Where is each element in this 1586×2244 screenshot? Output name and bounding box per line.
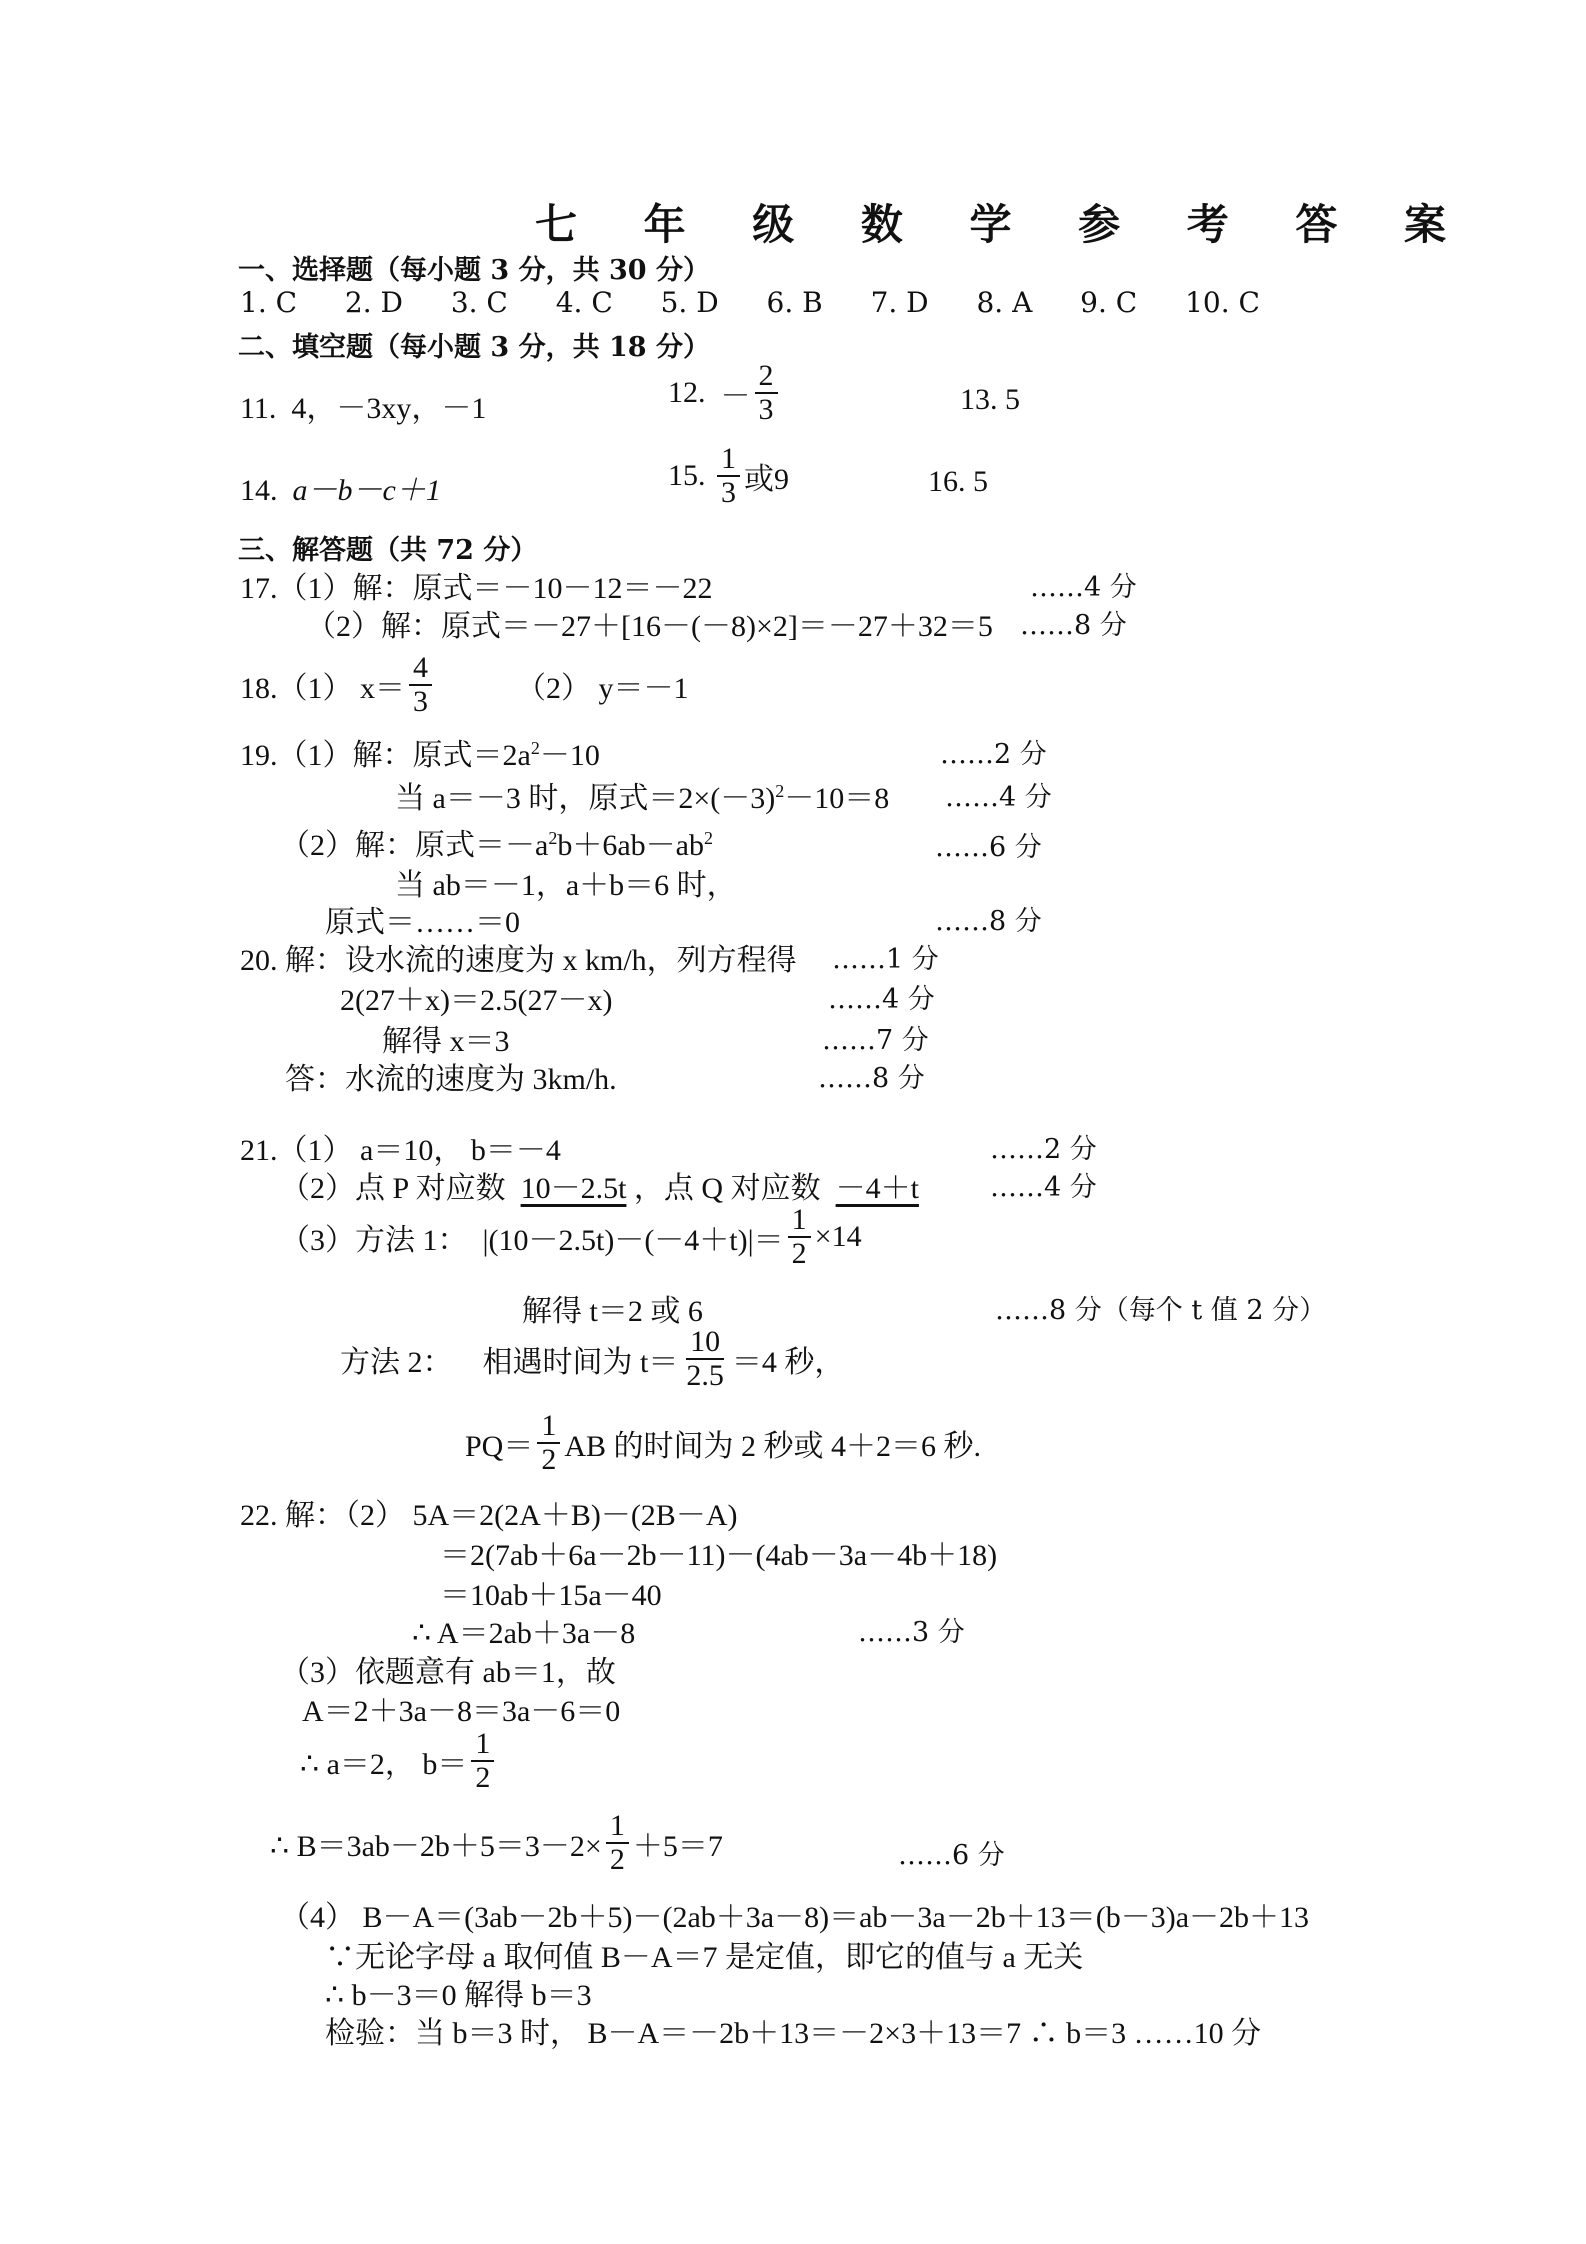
section-fill-heading: 二、填空题（每小题 3 分，共 18 分）: [238, 332, 710, 363]
choice-answer: 7. D: [870, 286, 929, 319]
score: ……8 分: [1020, 610, 1127, 641]
answer-q14: 14. a－b－c＋1: [240, 474, 441, 507]
q18-line: 18.（1） x＝ $\frac{4}{3}$ （2） y＝－1: [240, 651, 689, 718]
q22-line-12: 检验：当 b＝3 时， B－A＝－2b＋13＝－2×3＋13＝7 ∴ b＝3 ……10 分: [325, 2017, 1262, 2050]
q22-line-11: ∴ b－3＝0 解得 b＝3: [325, 1979, 592, 2012]
choice-answer: 3. C: [450, 286, 508, 319]
fraction: $\frac{2}{3}$: [755, 360, 778, 425]
q17-line-2: （2）解：原式＝－27＋[16－(－8)×2]＝－27＋32＝5: [306, 610, 993, 643]
fraction: $\frac{10}{2.5}$: [686, 1325, 724, 1392]
q21-line-1: 21.（1） a＝10， b＝－4: [240, 1134, 561, 1167]
score: ……4 分: [945, 782, 1052, 813]
choice-answer: 5. D: [660, 286, 719, 319]
score: ……8 分: [935, 906, 1042, 937]
section-solve-heading: 三、解答题（共 72 分）: [238, 535, 538, 566]
q22-line-8: ∴ B＝3ab－2b＋5＝3－2× $\frac{1}{2}$ ＋5＝7: [270, 1809, 723, 1876]
q21-line-5: 方法 2： 相遇时间为 t＝ $\frac{10}{2.5}$ ＝4 秒，: [340, 1325, 845, 1392]
q22-line-1: 22. 解：（2） 5A＝2(2A＋B)－(2B－A): [240, 1499, 738, 1532]
q21-line-6: PQ＝ $\frac{1}{2}$ AB 的时间为 2 秒或 4＋2＝6 秒.: [465, 1409, 982, 1476]
answer-q12: 12. － $\frac{2}{3}$: [668, 360, 782, 425]
q19-line-3: （2）解：原式$=-a^2b+6ab-ab^2$: [280, 828, 713, 862]
q22-line-4: ∴ A＝2ab＋3a－8: [412, 1617, 636, 1650]
q19-line-1: 19.（1）解：原式$=2a^2-10$: [240, 738, 600, 772]
choice-answer: 10. C: [1185, 286, 1260, 319]
score: ……6 分: [935, 832, 1042, 863]
score: ……8 分: [818, 1063, 925, 1094]
score: ……2 分: [940, 739, 1047, 770]
score: ……2 分: [990, 1134, 1097, 1165]
q22-line-6: A＝2＋3a－8＝3a－6＝0: [302, 1695, 621, 1728]
choice-answer: 6. B: [766, 286, 823, 319]
score: ……8 分（每个 t 值 2 分）: [995, 1295, 1327, 1326]
answer-q11: 11. 4，－3xy，－1: [240, 392, 487, 425]
q20-line-4: 答：水流的速度为 3km/h.: [285, 1063, 617, 1096]
choice-answer: 9. C: [1080, 286, 1138, 319]
choice-answer: 1. C: [240, 286, 298, 319]
fraction: $\frac{1}{2}$: [537, 1410, 560, 1475]
q22-line-3: ＝10ab＋15a－40: [440, 1579, 662, 1612]
q20-line-3: 解得 x＝3: [382, 1025, 510, 1058]
score: ……1 分: [832, 944, 939, 975]
fraction: $\frac{4}{3}$: [409, 652, 432, 717]
score: ……4 分: [990, 1172, 1097, 1203]
choice-answer: 8. A: [976, 286, 1033, 319]
fraction: $\frac{1}{2}$: [471, 1728, 494, 1793]
answer-q15: 15. $\frac{1}{3}$ 或9: [668, 442, 789, 509]
q22-line-7: ∴ a＝2， b＝ $\frac{1}{2}$: [300, 1728, 498, 1793]
fraction: $\frac{1}{2}$: [788, 1204, 811, 1269]
q22-line-2: ＝2(7ab＋6a－2b－11)－(4ab－3a－4b＋18): [440, 1539, 998, 1572]
q20-line-1: 20. 解：设水流的速度为 x km/h，列方程得: [240, 944, 797, 977]
score: ……4 分: [828, 984, 935, 1015]
choice-answers: [240, 286, 1260, 319]
q21-line-2: （2）点 P 对应数 10－2.5t ，点 Q 对应数 －4＋t: [280, 1172, 919, 1205]
answer-q13: 13. 5: [960, 383, 1020, 416]
q21-line-4: 解得 t＝2 或 6: [522, 1295, 703, 1328]
q22-line-5: （3）依题意有 ab＝1，故: [280, 1656, 616, 1689]
score: ……4 分: [1030, 572, 1137, 603]
q19-line-2: 当 a＝－3 时，原式$=2\times(-3)^2-10=8$: [395, 781, 890, 815]
page-title: 七 年 级 数 学 参 考 答 案: [535, 200, 1472, 249]
q22-line-10: ∵无论字母 a 取何值 B－A＝7 是定值，即它的值与 a 无关: [325, 1941, 1084, 1974]
q19-line-5: 原式＝……＝0: [325, 906, 520, 939]
choice-answer: 2. D: [344, 286, 403, 319]
score: ……6 分: [898, 1840, 1005, 1871]
q20-line-2: 2(27＋x)＝2.5(27－x): [340, 984, 613, 1017]
q19-line-4: 当 ab＝－1，a＋b＝6 时，: [395, 869, 737, 902]
score: ……3 分: [858, 1617, 965, 1648]
fraction: $\frac{1}{2}$: [606, 1810, 629, 1875]
answer-q16: 16. 5: [928, 465, 988, 498]
q21-line-3: （3）方法 1： |(10－2.5t)－(－4＋t)|＝ $\frac{1}{2}$ ×14: [280, 1203, 862, 1270]
choice-answer: 4. C: [555, 286, 613, 319]
section-choice-heading: 一、选择题（每小题 3 分，共 30 分）: [238, 255, 710, 286]
q22-line-9: （4） B－A＝(3ab－2b＋5)－(2ab＋3a－8)＝ab－3a－2b＋13＝(b－3)a－2b＋13: [280, 1901, 1310, 1934]
score: ……7 分: [822, 1025, 929, 1056]
fraction: $\frac{1}{3}$: [717, 443, 740, 508]
q17-line-1: 17.（1）解：原式＝－10－12＝－22: [240, 572, 713, 605]
